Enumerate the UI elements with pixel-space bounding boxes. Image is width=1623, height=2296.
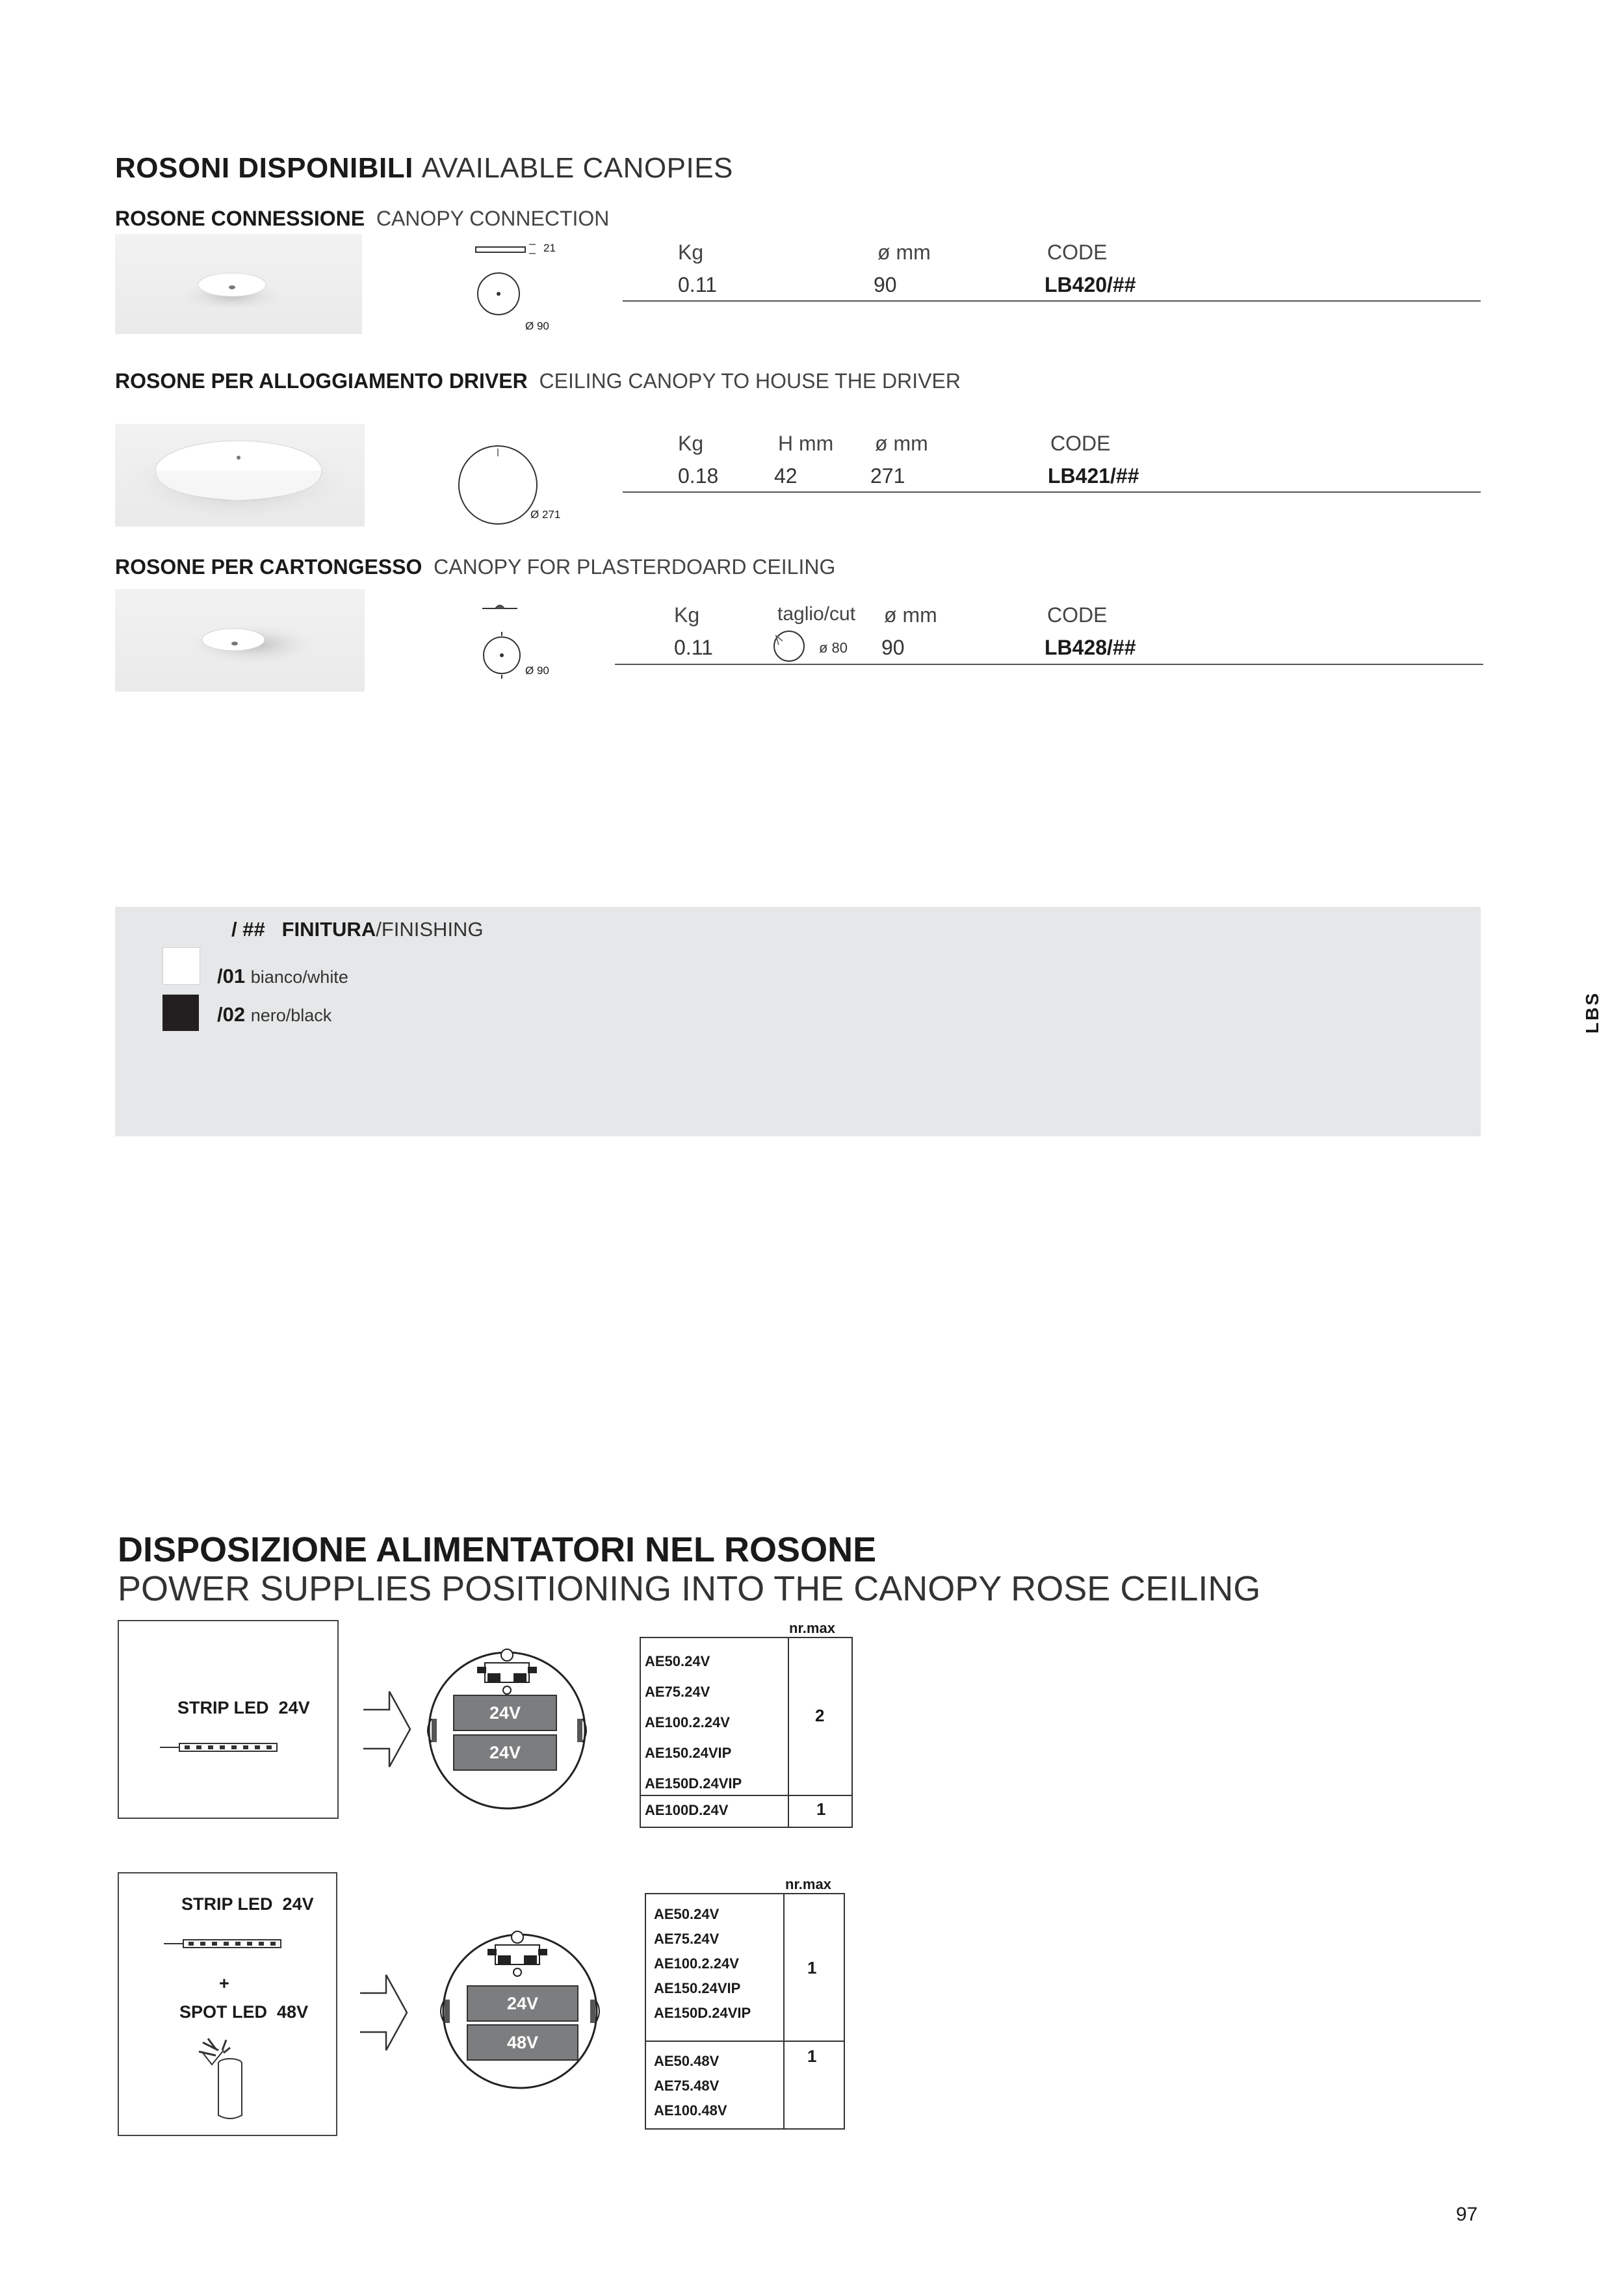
label-code: CODE <box>1047 603 1108 627</box>
table-header-max: nr.max <box>785 1876 831 1892</box>
config2-group1-max: 1 <box>807 1958 817 1977</box>
config1-group2-max: 1 <box>816 1799 826 1819</box>
page-number: 97 <box>1456 2204 1478 2225</box>
led-strip-icon <box>164 1936 287 1951</box>
canopy-plasterboard-image <box>115 589 365 692</box>
plus-sign: + <box>219 1974 229 1993</box>
slot-48v: 48V <box>467 2024 578 2061</box>
label-diameter: ø mm <box>875 432 928 455</box>
dim-height: 21 <box>543 242 556 254</box>
arrow-icon <box>361 1688 413 1771</box>
slot-24v: 24V <box>467 1985 578 2022</box>
value-diameter: 90 <box>881 636 905 659</box>
section-title: ROSONI DISPONIBILI AVAILABLE CANOPIES <box>115 152 733 184</box>
label-code: CODE <box>1047 241 1108 264</box>
value-kg: 0.18 <box>678 464 719 488</box>
arrow-icon <box>357 1971 409 2054</box>
canopy-plasterboard-photo <box>115 589 365 692</box>
finish-option-black: /02 nero/black <box>217 1003 332 1026</box>
item-title-driver: ROSONE PER ALLOGGIAMENTO DRIVER CEILING CANOPY TO HOUSE THE DRIVER <box>115 369 961 393</box>
value-code: LB420/## <box>1045 273 1136 296</box>
canopy-driver-photo <box>115 424 365 527</box>
canopy-connection-image <box>115 234 362 334</box>
canopy-driver-drawing <box>448 436 552 540</box>
value-kg: 0.11 <box>674 636 713 659</box>
config2-group2-max: 1 <box>807 2046 817 2066</box>
label-code: CODE <box>1050 432 1111 455</box>
config1-label: STRIP LED 24V <box>177 1698 310 1717</box>
spot-led-icon <box>190 2033 248 2124</box>
config1-group1-max: 2 <box>815 1706 825 1725</box>
value-height: 42 <box>774 464 798 488</box>
cut-hole-icon <box>770 628 809 664</box>
swatch-black <box>162 995 199 1031</box>
value-code: LB421/## <box>1048 464 1139 488</box>
table-header-max: nr.max <box>789 1620 835 1636</box>
slot-24v: 24V <box>453 1695 557 1731</box>
spec-rule <box>623 491 1481 493</box>
slot-24v: 24V <box>453 1734 557 1771</box>
item-title-plasterboard: ROSONE PER CARTONGESSO CANOPY FOR PLASTERDOARD CEILING <box>115 555 836 579</box>
section2-subtitle: POWER SUPPLIES POSITIONING INTO THE CANOPY ROSE CEILING <box>118 1569 1261 1608</box>
label-cut: taglio/cut <box>777 603 856 625</box>
config1-group1-models: AE50.24V AE75.24V AE100.2.24V AE150.24VIP AE150D.24VIP <box>645 1653 742 1792</box>
cut-diameter: ø 80 <box>819 640 848 656</box>
section2-title: DISPOSIZIONE ALIMENTATORI NEL ROSONE <box>118 1530 877 1569</box>
label-kg: Kg <box>678 241 704 264</box>
canopy-connection-photo <box>115 234 362 334</box>
dim-diameter: Ø 271 <box>530 508 561 521</box>
label-kg: Kg <box>678 432 704 455</box>
config2-label-strip: STRIP LED 24V <box>181 1894 314 1914</box>
config2-group2-models: AE50.48V AE75.48V AE100.48V <box>654 2053 727 2119</box>
config1-group2-model: AE100D.24V <box>645 1802 729 1818</box>
label-diameter: ø mm <box>877 241 931 264</box>
item-title-connection: ROSONE CONNESSIONE CANOPY CONNECTION <box>115 207 610 230</box>
spec-rule <box>615 664 1483 665</box>
dim-diameter: Ø 90 <box>525 320 549 332</box>
led-strip-icon <box>160 1740 283 1755</box>
spec-rule <box>623 300 1481 302</box>
dim-diameter: Ø 90 <box>525 664 549 677</box>
label-kg: Kg <box>674 603 700 627</box>
finish-option-white: /01 bianco/white <box>217 965 348 987</box>
swatch-white <box>162 947 200 985</box>
label-height: H mm <box>778 432 834 455</box>
value-diameter: 271 <box>870 464 905 488</box>
config1-box <box>118 1620 339 1819</box>
value-code: LB428/## <box>1045 636 1136 659</box>
label-diameter: ø mm <box>884 603 937 627</box>
side-tab-label: LBS <box>1582 991 1602 1034</box>
config2-group1-models: AE50.24V AE75.24V AE100.2.24V AE150.24VIP AE150D.24VIP <box>654 1906 751 2021</box>
config2-label-spot: SPOT LED 48V <box>179 2002 309 2022</box>
finishing-title: / ## FINITURA/FINISHING <box>231 918 484 941</box>
value-kg: 0.11 <box>678 273 717 296</box>
value-diameter: 90 <box>874 273 897 296</box>
canopy-driver-image <box>115 424 365 527</box>
